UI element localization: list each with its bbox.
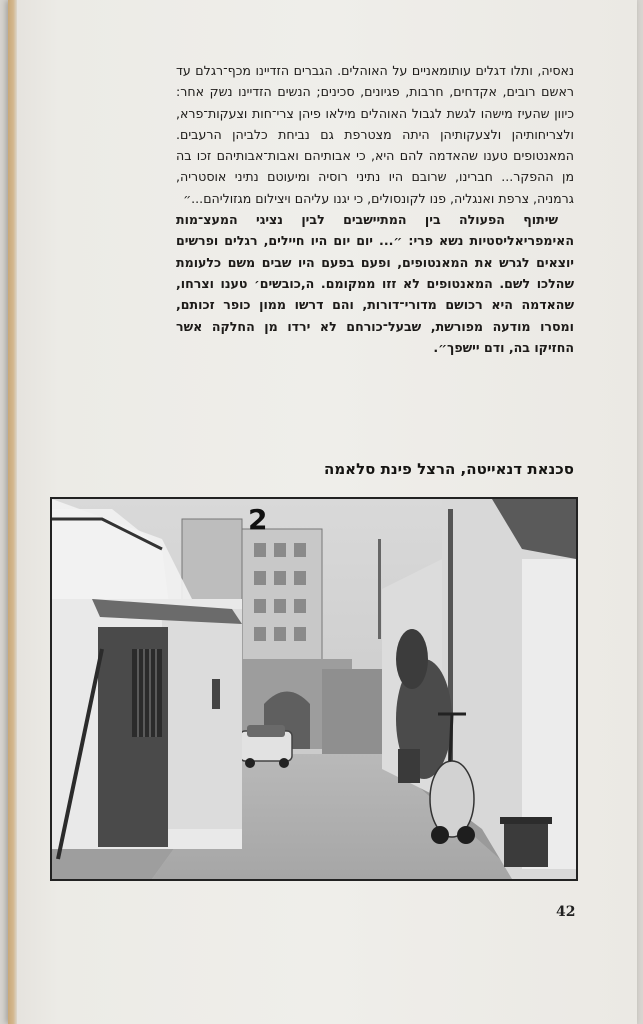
book-page [8, 0, 637, 1024]
page-number: 42 [556, 904, 576, 920]
body-text [176, 60, 574, 358]
street-photo [50, 497, 578, 881]
street-photo-icon [52, 499, 576, 879]
photo-number: 2 [248, 503, 268, 536]
photo-caption: סכנאת דנאייטה, הרצל פינת סלאמה [324, 460, 574, 478]
paragraph-1: נאסיה, ותלו דגלים עותומאניים על האוהלים. הגברים הזדיינו מכף־רגלם עד ראשם רובים, אקדחים, חרבות, פגיונים, סכינים; הנשים הזדיינו נשק אחר: כיוון שהעיז מישהו לגשת לגבול האוהלים מילאו פיהן צרי־חות וצעקות־פרא, ולצריחותיהן ולצעקותיהן היתה מצטרפת גם נביחת כלביהן הרעבים. המאנטופים טענו שהאדמה להם היא, כי אבותיהם ואבות־אבותיהם זכו בה מן ההפקר... חברינו, שרובם היו נתיני רוסיה ומיעוטם נתיני אוסטריה, גרמניה, צרפת ואנגליה, פנו לקונסולים, כי יגנו עליהם ויצילום מגזוליהם...״ [176, 63, 574, 206]
paragraph-2: שיתוף הפעולה בין המתיישבים לבין נציגי המעצ־מות האימפריאליסטיות נשא פרי: ״... יום יום היו חיילים, רגלים ופרשים יוצאים לגרש את המאנטופים, ופעם בפעם היו שבים משם כלעומת שהלכו לשם. המאנטופים לא זזו ממקומם. ה,כובשים׳ טענו וצרחו, שהאדמה היא רכושם מדורי־דורות, והם דרשו ממון כופר זכותם, ומסרו מודעה מפורשת, שבעל־כורחם לא ירדו מן החלקה אשר החזיקו בה, ודם יישפך״. [176, 212, 574, 355]
page-binding-edge [8, 0, 17, 1024]
